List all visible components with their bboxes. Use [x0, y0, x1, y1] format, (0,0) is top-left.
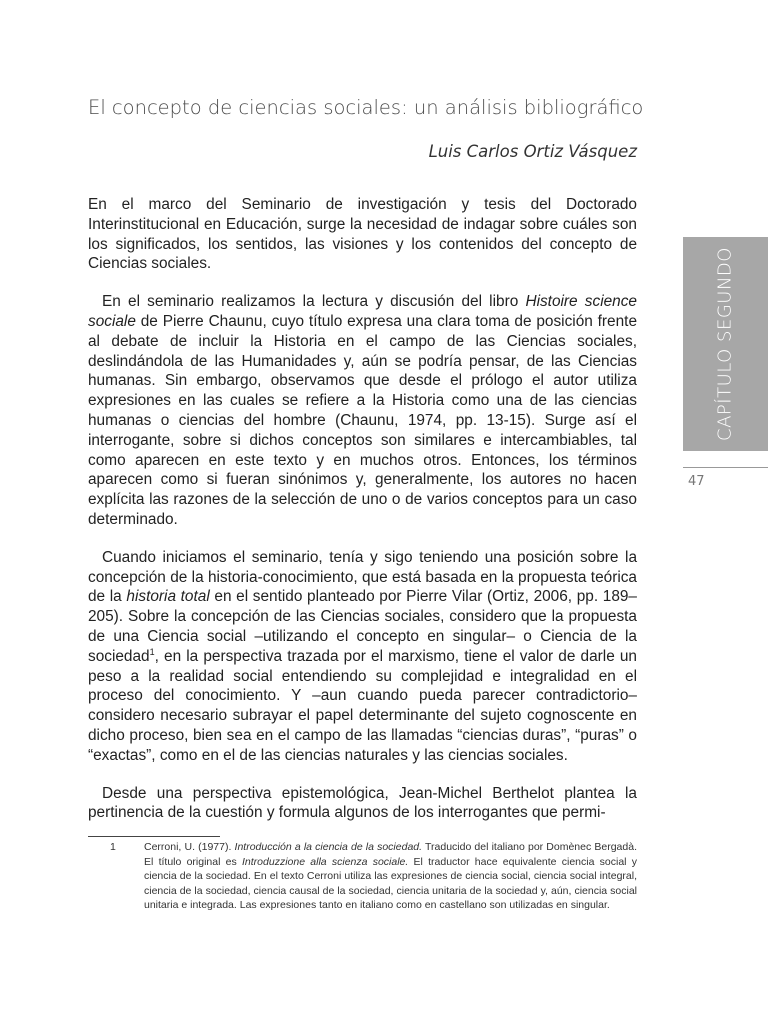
page-number: 47: [688, 474, 705, 489]
footnote-part-1: Cerroni, U. (1977).: [144, 841, 235, 853]
chapter-side-tab: [683, 237, 768, 451]
footnote-body: [144, 840, 637, 913]
paragraph-4: Desde una perspectiva epistemológica, Jean-Michel Berthelot plantea la pertinencia de la cuestión y formula algunos de los interrogantes que permi-: [88, 784, 637, 822]
footnote-part-3: El traductor hace equivalente ciencia social y ciencia de la sociedad. En el texto Cerroni utiliza las expresiones de ciencia social, ciencia social integral, ciencia de la sociedad, ciencia causal de la sociedad, ciencia unitaria de la sociedad y, aún, ciencia social unitaria e integrada. Las expresiones tanto en italiano como en castellano son utilizadas en singular.: [144, 855, 638, 912]
body-text: [88, 195, 637, 841]
page-title: El concepto de ciencias sociales: un análisis bibliográfico: [88, 96, 644, 119]
book-title-histoire: Histoire science sociale: [88, 293, 637, 330]
author-name: Luis Carlos Ortiz Vásquez: [428, 142, 637, 161]
paragraph-3-part-1: Cuando iniciamos el seminario, tenía y sigo teniendo una posición sobre la concepción de la historia-conocimiento, que está basada en la propuesta teórica de la: [88, 548, 637, 606]
footnote-part-2: Traducido del italiano por Domènec Bergadà. El título original es: [144, 841, 637, 868]
paragraph-3-part-2: en el sentido planteado por Pierre Vilar (Ortiz, 2006, pp. 189–205). Sobre la concepción de las Ciencias sociales, considero que la propuesta de una Ciencia social –utilizando el concepto en singular– o Ciencia de la sociedad: [88, 588, 637, 665]
paragraph-2-part-1: En el seminario realizamos la lectura y discusión del libro: [102, 293, 526, 311]
paragraph-3-part-3: , en la perspectiva trazada por el marxismo, tiene el valor de darle un peso a la realidad social entendiendo su complejidad e integralidad en el proceso del conocimiento. Y –aun cuando pueda parecer contradictorio– considero necesario subrayar el papel determinante del sujeto cognoscente en dicho proceso, bien sea en el campo de las llamadas “ciencias duras”, “puras” o “exactas”, como en el de las ciencias naturales y las ciencias sociales.: [88, 647, 637, 764]
paragraph-2: [88, 292, 637, 530]
footnote-book-title-es: Introducción a la ciencia de la sociedad.: [234, 841, 423, 853]
paragraph-1: En el marco del Seminario de investigación y tesis del Doctorado Interinstitucional en Educación, surge la necesidad de indagar sobre cuáles son los significados, los sentidos, las visiones y los contenidos del concepto de Ciencias sociales.: [88, 196, 637, 273]
paragraph-3: [88, 548, 637, 766]
paragraph-2-part-2: de Pierre Chaunu, cuyo título expresa una clara toma de posición frente al debate de incluir la Historia en el campo de las Ciencias sociales, deslindándola de las Humanidades y, aún se podría pensar, de las Ciencias humanas. Sin embargo, observamos que desde el prólogo el autor utiliza expresiones en las cuales se refiere a la Historia como una de las ciencias humanas o ciencias del hombre (Chaunu, 1974, pp. 13-15). Surge así el interrogante, sobre si dichos conceptos son similares e intercambiables, tal como aparecen en este texto y en muchos otros. Entonces, los términos aparecen como si fueran sinónimos y, generalmente, los autores no hacen explícita las razones de la selección de uno o de varios conceptos para un caso determinado.: [88, 312, 637, 528]
footnote-reference[interactable]: 1: [149, 646, 155, 657]
side-divider: [683, 467, 768, 468]
historia-total-term: historia total: [126, 588, 210, 606]
chapter-label: CAPÍTULO SEGUNDO: [714, 247, 736, 441]
footnote: [88, 840, 637, 913]
footnote-marker: 1: [110, 841, 116, 853]
footnote-book-title-it: Introduzzione alla scienza sociale.: [242, 855, 409, 868]
footnote-divider: [88, 836, 220, 837]
